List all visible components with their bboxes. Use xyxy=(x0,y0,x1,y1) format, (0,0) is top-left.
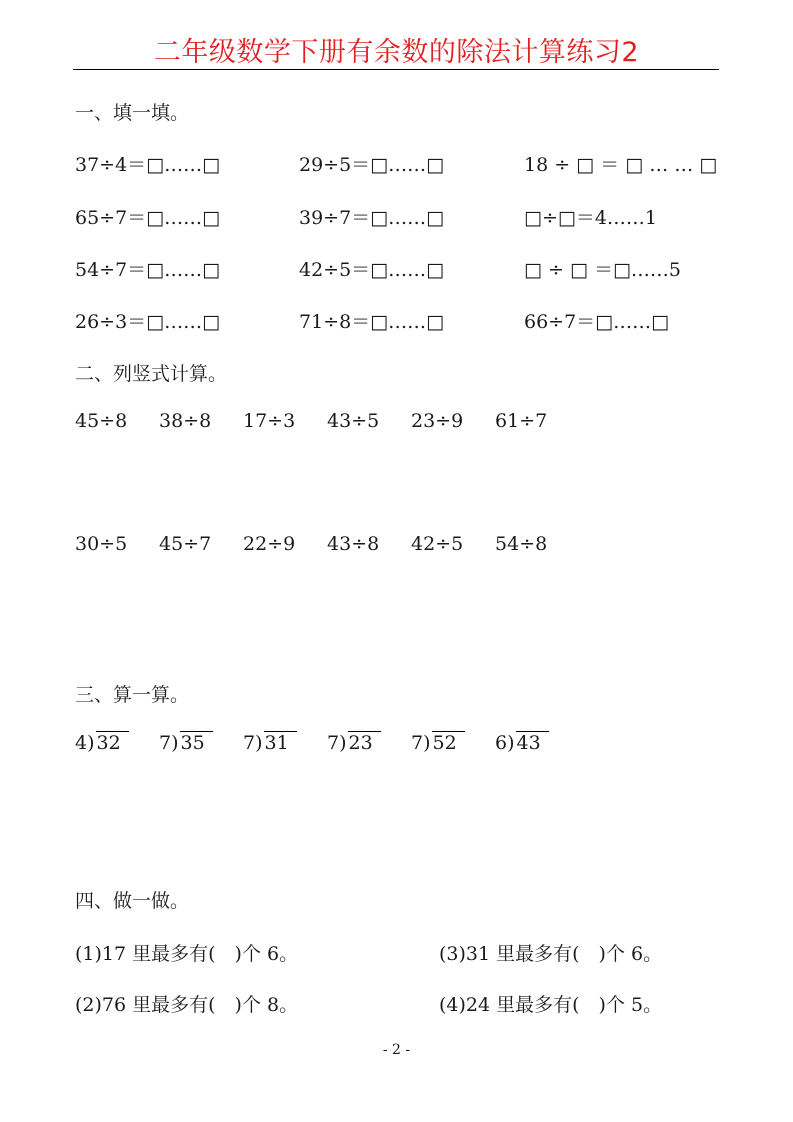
divisor: 7 xyxy=(159,732,172,754)
division-bracket: ) xyxy=(255,732,263,754)
fill-item: 66÷7＝□……□ xyxy=(524,311,670,333)
fill-item: 26÷3＝□……□ xyxy=(75,311,221,333)
calc-item: 61÷7 xyxy=(495,410,548,432)
long-division-problem xyxy=(159,731,213,754)
section3-heading: 三、算一算。 xyxy=(75,684,190,706)
fill-item: 39÷7＝□……□ xyxy=(299,207,445,229)
division-bracket: ) xyxy=(171,732,179,754)
page-number: - 2 - xyxy=(382,1042,411,1058)
divisor: 7 xyxy=(327,732,340,754)
title-rule xyxy=(73,69,719,70)
fill-item: 71÷8＝□……□ xyxy=(299,311,445,333)
division-bracket: ) xyxy=(507,732,515,754)
calc-item: 22÷9 xyxy=(243,533,296,555)
division-bracket: ) xyxy=(339,732,347,754)
divisor: 7 xyxy=(411,732,424,754)
word-problem: (3)31 里最多有( )个 6。 xyxy=(439,943,663,965)
dividend: 52 xyxy=(432,731,465,753)
long-division-problem xyxy=(495,731,549,754)
calc-item: 45÷7 xyxy=(159,533,212,555)
section4-heading: 四、做一做。 xyxy=(75,890,190,912)
dividend: 35 xyxy=(180,731,213,753)
calc-item: 54÷8 xyxy=(495,533,548,555)
calc-item: 42÷5 xyxy=(411,533,464,555)
long-division-problem xyxy=(75,731,129,754)
divisor: 7 xyxy=(243,732,256,754)
dividend: 32 xyxy=(96,731,129,753)
page-title: 二年级数学下册有余数的除法计算练习2 xyxy=(153,37,640,68)
calc-item: 43÷5 xyxy=(327,410,380,432)
division-bracket: ) xyxy=(423,732,431,754)
fill-item: 65÷7＝□……□ xyxy=(75,207,221,229)
fill-item: 29÷5＝□……□ xyxy=(299,154,445,176)
divisor: 4 xyxy=(75,732,88,754)
dividend: 23 xyxy=(348,731,381,753)
fill-item: □÷□＝4……1 xyxy=(524,207,658,229)
fill-item: 42÷5＝□……□ xyxy=(299,259,445,281)
calc-item: 17÷3 xyxy=(243,410,296,432)
fill-item: 37÷4＝□……□ xyxy=(75,154,221,176)
fill-item: 54÷7＝□……□ xyxy=(75,259,221,281)
calc-item: 30÷5 xyxy=(75,533,128,555)
dividend: 31 xyxy=(264,731,297,753)
calc-item: 43÷8 xyxy=(327,533,380,555)
section1-heading: 一、填一填。 xyxy=(75,102,190,124)
long-division-problem xyxy=(243,731,297,754)
calc-item: 45÷8 xyxy=(75,410,128,432)
fill-item: 18 ÷ □ ＝ □ … … □ xyxy=(524,154,718,176)
long-division-problem xyxy=(411,731,465,754)
word-problem: (1)17 里最多有( )个 6。 xyxy=(75,943,299,965)
word-problem: (2)76 里最多有( )个 8。 xyxy=(75,994,299,1016)
calc-item: 23÷9 xyxy=(411,410,464,432)
word-problem: (4)24 里最多有( )个 5。 xyxy=(439,994,663,1016)
calc-item: 38÷8 xyxy=(159,410,212,432)
long-division-problem xyxy=(327,731,381,754)
dividend: 43 xyxy=(516,731,549,753)
division-bracket: ) xyxy=(87,732,95,754)
section2-heading: 二、列竖式计算。 xyxy=(75,363,228,385)
fill-item: □ ÷ □ ＝□……5 xyxy=(524,259,681,281)
divisor: 6 xyxy=(495,732,508,754)
